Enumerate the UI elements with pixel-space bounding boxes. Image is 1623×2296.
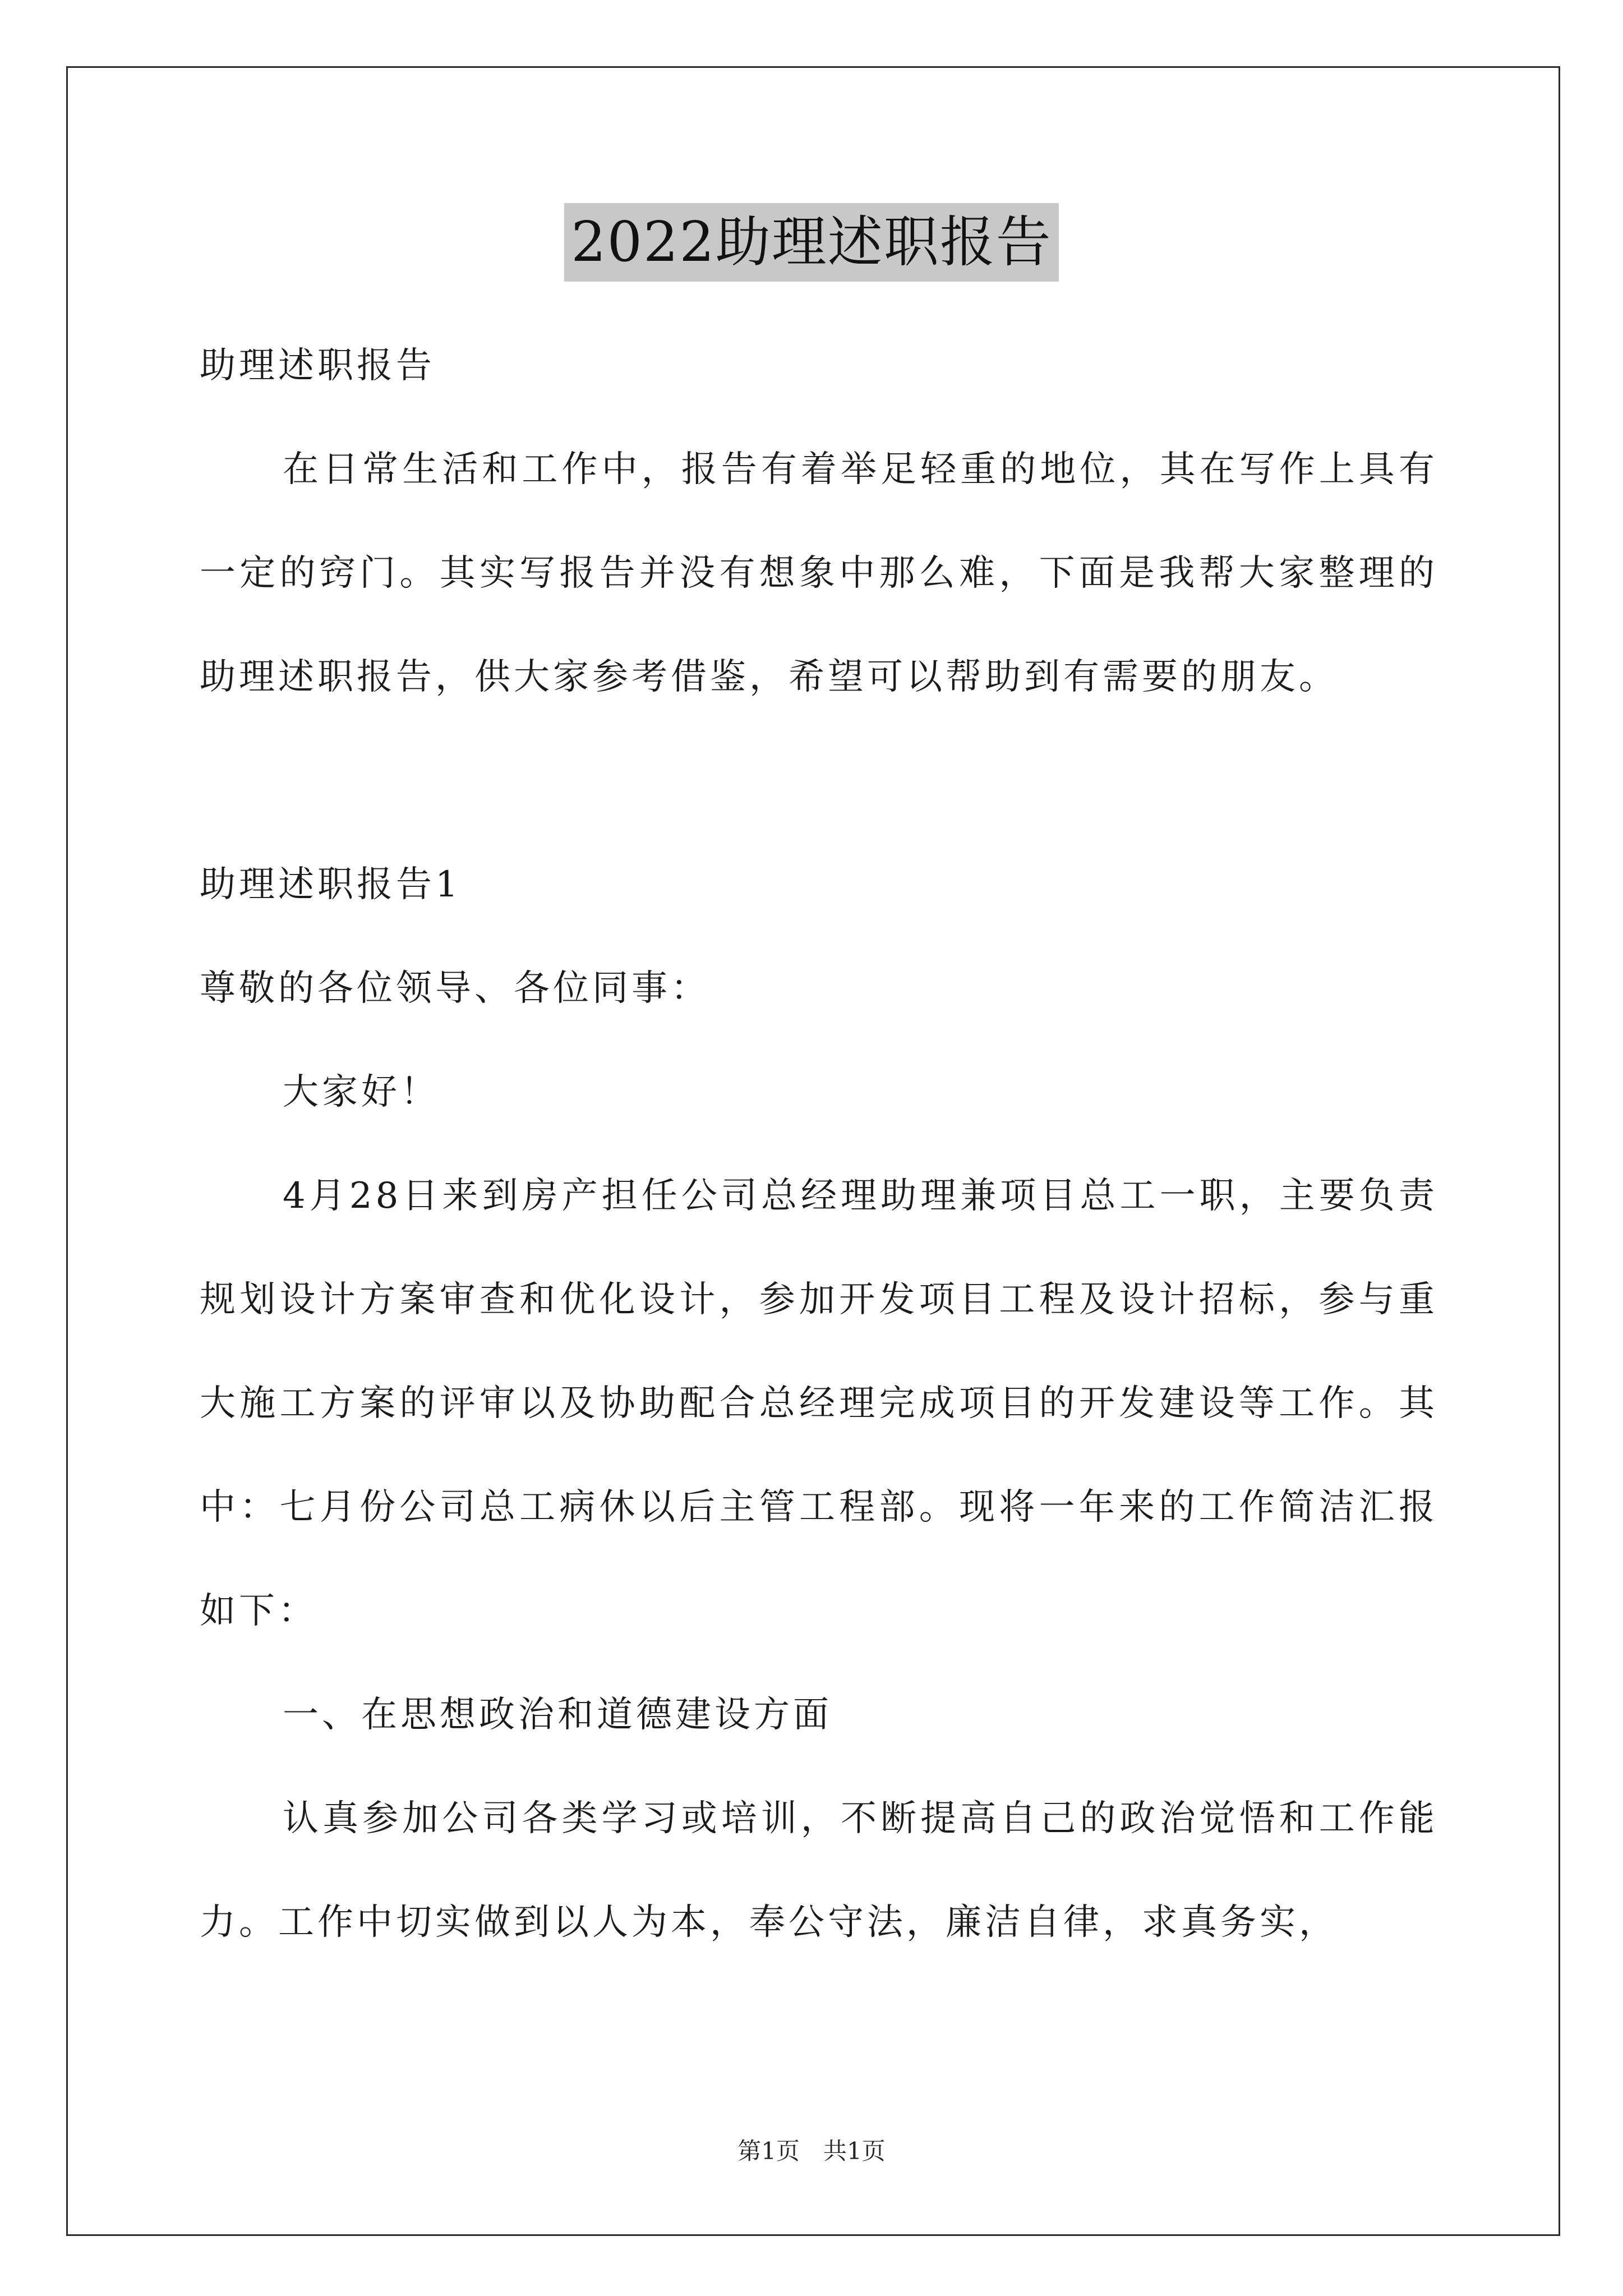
page-footer: 第1页 共1页 (737, 2137, 886, 2165)
paragraph-section-heading: 一、在思想政治和道德建设方面 (283, 1694, 832, 1736)
document-title: 2022助理述职报告 (564, 203, 1058, 282)
paragraph-intro: 在日常生活和工作中，报告有着举足轻重的地位，其在写作上具有一定的窍门。其实写报告并没有想象中那么难，下面是我帮大家整理的助理述职报告，供大家参考借鉴，希望可以帮助到有需要的朋友。 (200, 449, 1438, 698)
paragraph-overview: 4月28日来到房产担任公司总经理助理兼项目总工一职，主要负责规划设计方案审查和优化设计，参加开发项目工程及设计招标，参与重大施工方案的评审以及协助配合总经理完成项目的开发建设等工作。其中：七月份公司总工病休以后主管工程部。现将一年来的工作简洁汇报如下： (200, 1175, 1438, 1632)
title-wrap (0, 203, 1623, 282)
document-body (200, 314, 1438, 1975)
paragraph-report-heading: 助理述职报告1 (200, 864, 462, 905)
paragraph-subtitle: 助理述职报告 (200, 345, 435, 386)
paragraph-salutation: 尊敬的各位领导、各位同事： (200, 968, 710, 1009)
blank-line (200, 729, 1438, 833)
paragraph-section-body: 认真参加公司各类学习或培训，不断提高自己的政治觉悟和工作能力。工作中切实做到以人为本，奉公守法，廉洁自律，求真务实， (200, 1798, 1438, 1943)
paragraph-greeting: 大家好！ (283, 1071, 440, 1113)
